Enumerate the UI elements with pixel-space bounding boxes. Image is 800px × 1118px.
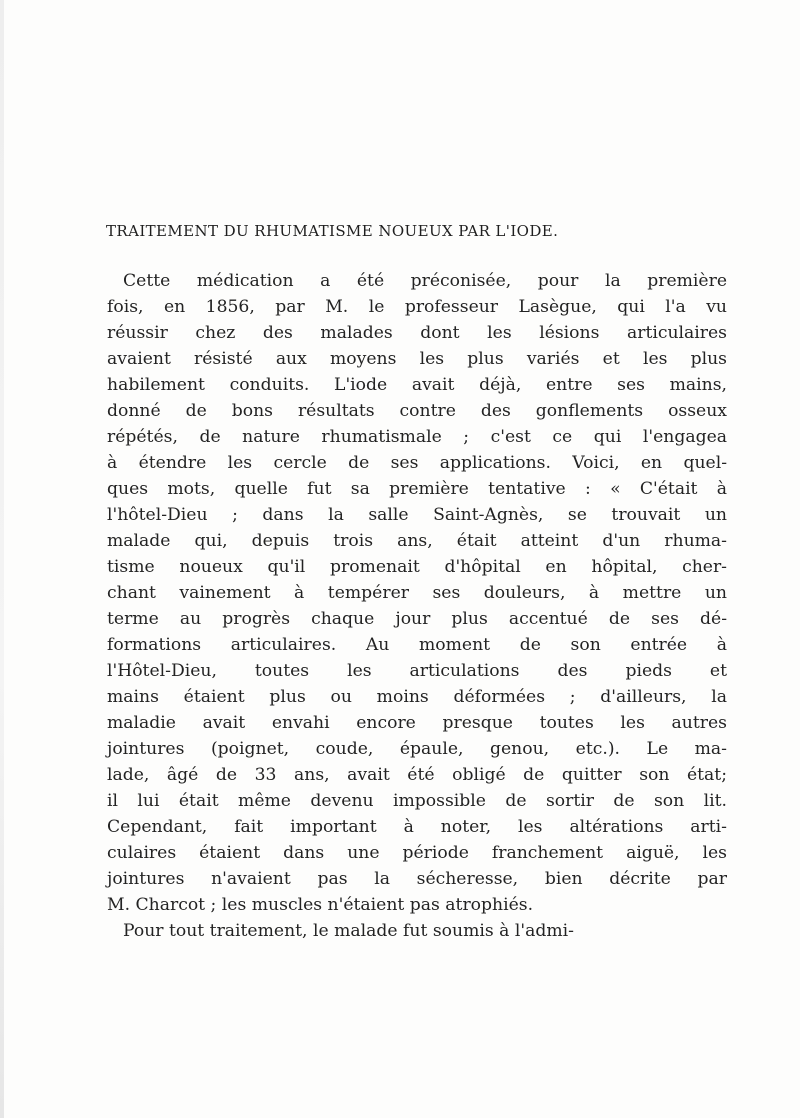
text-line: réussir chez des malades dont les lésions articulaires (107, 323, 727, 343)
text-line: à étendre les cercle de ses applications. Voici, en quel- (107, 453, 727, 473)
text-line: Cette médication a été préconisée, pour la première (123, 271, 727, 291)
text-line: jointures n'avaient pas la sécheresse, bien décrite par (107, 869, 727, 889)
body-paragraph (107, 268, 727, 944)
text-line: culaires étaient dans une période franchement aiguë, les (107, 843, 727, 863)
text-line: avaient résisté aux moyens les plus variés et les plus (107, 349, 727, 369)
text-line: formations articulaires. Au moment de son entrée à (107, 635, 727, 655)
page-edge (0, 0, 4, 1118)
text-line: jointures (poignet, coude, épaule, genou, etc.). Le ma- (107, 739, 727, 759)
text-line: tisme noueux qu'il promenait d'hôpital en hôpital, cher- (107, 557, 727, 577)
text-line: habilement conduits. L'iode avait déjà, entre ses mains, (107, 375, 727, 395)
running-header: TRAITEMENT DU RHUMATISME NOUEUX PAR L'IODE. (106, 222, 559, 240)
text-line: malade qui, depuis trois ans, était atteint d'un rhuma- (107, 531, 727, 551)
text-line: Cependant, fait important à noter, les altérations arti- (107, 817, 727, 837)
text-line: il lui était même devenu impossible de sortir de son lit. (107, 791, 727, 811)
text-line: ques mots, quelle fut sa première tentative : « C'était à (107, 479, 727, 499)
text-line: l'hôtel-Dieu ; dans la salle Saint-Agnès, se trouvait un (107, 505, 727, 525)
text-line: l'Hôtel-Dieu, toutes les articulations des pieds et (107, 661, 727, 681)
text-line: maladie avait envahi encore presque toutes les autres (107, 713, 727, 733)
text-line: lade, âgé de 33 ans, avait été obligé de quitter son état; (107, 765, 727, 785)
text-line: mains étaient plus ou moins déformées ; d'ailleurs, la (107, 687, 727, 707)
text-line: Pour tout traitement, le malade fut soumis à l'admi- (123, 921, 574, 941)
text-line: répétés, de nature rhumatismale ; c'est ce qui l'engagea (107, 427, 727, 447)
text-line: M. Charcot ; les muscles n'étaient pas atrophiés. (107, 895, 534, 915)
text-line: donné de bons résultats contre des gonflements osseux (107, 401, 727, 421)
text-line: fois, en 1856, par M. le professeur Lasègue, qui l'a vu (107, 297, 727, 317)
text-line: chant vainement à tempérer ses douleurs, à mettre un (107, 583, 727, 603)
text-line: terme au progrès chaque jour plus accentué de ses dé- (107, 609, 727, 629)
